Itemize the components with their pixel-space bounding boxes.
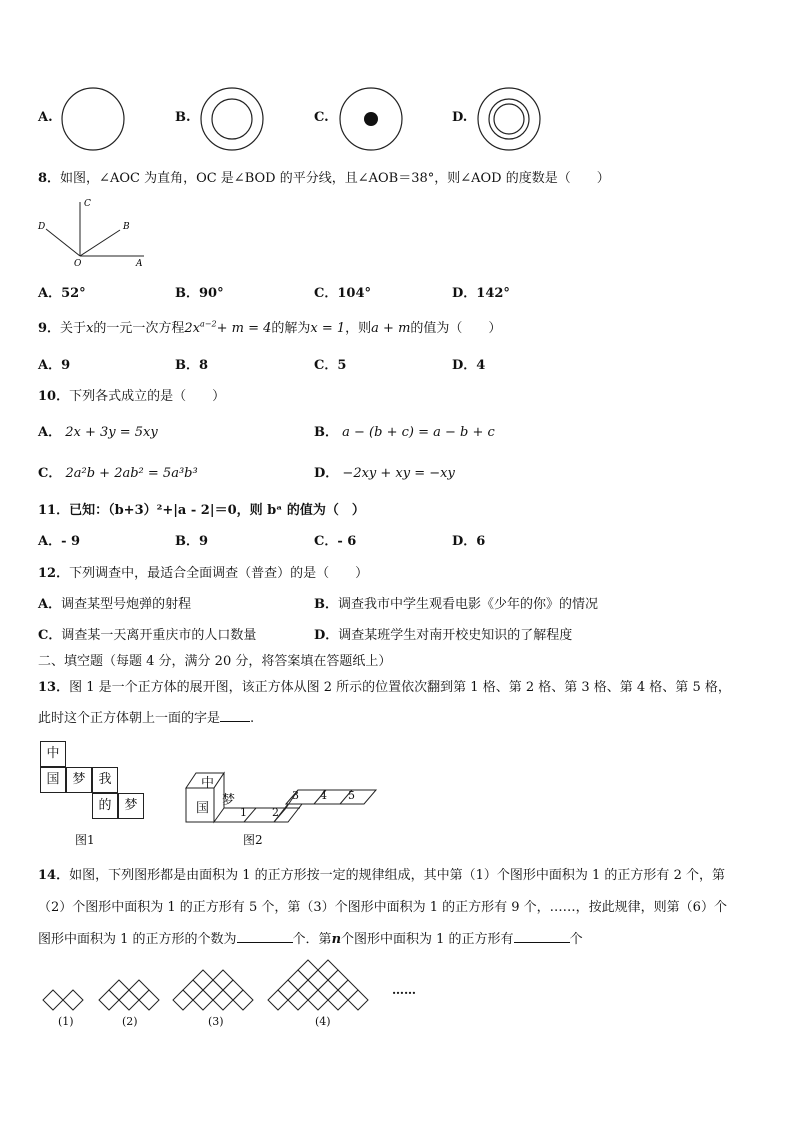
q14-line-1: 14．如图，下列图形都是由面积为 1 的正方形按一定的规律组成，其中第（1）个图形中面积为 1 的正方形有 2 个，第 [38, 868, 725, 883]
q14-caption-2: (2) [122, 1015, 138, 1028]
q14-answer-blank-1[interactable] [237, 930, 293, 943]
q9-option-b: B．8 [175, 358, 209, 373]
q7-option-b-figure [199, 86, 265, 152]
q10-option-d: D． −2xy + xy = −xy [314, 466, 455, 481]
net-cell-de: 的 [92, 793, 118, 819]
q13-line-2: 此时这个正方体朝上一面的字是 . [38, 711, 255, 726]
q11-option-b: B．9 [175, 534, 209, 549]
q14-line-2: （2）个图形中面积为 1 的正方形有 5 个，第（3）个图形中面积为 1 的正方形有 9 个，……，按此规律，则第（6）个 [38, 900, 727, 915]
q13-number: 13． [38, 680, 70, 695]
q14-caption-1: (1) [58, 1015, 74, 1028]
q12-number: 12． [38, 566, 70, 581]
q11-number: 11． [38, 503, 70, 518]
strip-cell-2: 2 [272, 806, 279, 819]
q12-stem-line [38, 562, 368, 581]
q11-option-c: C．- 6 [314, 534, 357, 549]
q10-option-c: C． 2a²b + 2ab² = 5a³b³ [38, 466, 198, 481]
strip-cell-5: 5 [348, 789, 355, 802]
q8-option-c: C．104° [314, 286, 371, 301]
q10-option-b: B． a − (b + c) = a − b + c [314, 425, 495, 440]
q14-answer-blank-2[interactable] [514, 930, 570, 943]
net-cell-meng-2: 梦 [118, 793, 144, 819]
q8-label-b: B [123, 222, 130, 232]
section-2-heading: 二、填空题（每题 4 分，满分 20 分，将答案填在答题纸上） [38, 654, 392, 669]
q7-option-a-figure [60, 86, 126, 152]
strip-cell-3: 3 [292, 789, 299, 802]
q8-label-c: C [84, 199, 91, 209]
q8-stem-line [38, 167, 610, 186]
q7-option-d-figure [476, 86, 542, 152]
q9-option-d: D．4 [452, 358, 486, 373]
q8-label-d: D [38, 222, 46, 232]
q7-option-c-figure [338, 86, 404, 152]
q14-ellipsis: …… [392, 983, 416, 997]
cube-front-char: 国 [196, 801, 210, 816]
q8-option-b: B．90° [175, 286, 224, 301]
q10-option-a: A． 2x + 3y = 5xy [38, 425, 158, 440]
q8-stem: 如图，∠AOC 为直角，OC 是∠BOD 的平分线，且∠AOB＝38°，则∠AOD 的度数是（ ） [60, 171, 610, 186]
q7-option-d-label: D. [452, 110, 468, 125]
q14-caption-3: (3) [208, 1015, 224, 1028]
q14-line-3: 图形中面积为 1 的正方形的个数为 个．第n个图形中面积为 1 的正方形有 个 [38, 932, 583, 947]
q8-label-o: O [74, 259, 82, 269]
q11-option-a: A．- 9 [38, 534, 81, 549]
q7-option-c-label: C. [314, 110, 329, 125]
q13-fig1-caption: 图1 [75, 833, 95, 847]
q9-stem-line: 9．关于x的一元一次方程$2x^{a-2}+ m = 4$的解为x = 1，则a + m的值为（ ） [38, 319, 502, 336]
q12-stem: 下列调查中，最适合全面调查（普查）的是（ ） [69, 566, 369, 581]
unit-square [63, 990, 83, 1010]
q13-line-1: 13．图 1 是一个正方体的展开图，该正方体从图 2 所示的位置依次翻到第 1 格、第 2 格、第 3 格、第 4 格、第 5 格， [38, 680, 731, 695]
cube-top-char: 中 [201, 776, 215, 791]
q14-pattern-figure [38, 948, 428, 1023]
q13-answer-blank[interactable] [220, 709, 250, 722]
q10-stem-line [38, 385, 225, 404]
q8-label-a: A [136, 259, 143, 269]
cube-side-char: 梦 [222, 793, 236, 808]
strip-cell-4: 4 [320, 789, 327, 802]
q8-number: 8． [38, 171, 61, 186]
q11-stem: 已知：（b+3）²+|a - 2|＝0，则 bᵃ 的值为（ ） [69, 503, 365, 518]
q7-option-b-label: B. [175, 110, 191, 125]
q9-number: 9． [38, 321, 61, 336]
net-cell-meng-1: 梦 [66, 767, 92, 793]
q12-option-a: A．调查某型号炮弹的射程 [38, 597, 192, 612]
q12-option-b: B．调查我市中学生观看电影《少年的你》的情况 [314, 597, 599, 612]
q13-fig2-caption: 图2 [243, 833, 263, 847]
q11-option-d: D．6 [452, 534, 486, 549]
q14-number: 14． [38, 868, 70, 883]
q12-option-c: C．调查某一天离开重庆市的人口数量 [38, 628, 257, 643]
strip-cell-1: 1 [240, 806, 247, 819]
q12-option-d: D．调查某班学生对南开校史知识的了解程度 [314, 628, 573, 643]
q9-equation: 2x [184, 321, 201, 336]
net-cell-zhong: 中 [40, 741, 66, 767]
q8-option-a: A．52° [38, 286, 86, 301]
q10-number: 10． [38, 389, 70, 404]
q11-stem-line [38, 499, 365, 518]
q8-angle-figure [34, 196, 154, 268]
unit-square [43, 990, 63, 1010]
net-cell-wo: 我 [92, 767, 118, 793]
q14-caption-4: (4) [315, 1015, 331, 1028]
q10-stem: 下列各式成立的是（ ） [69, 389, 226, 404]
q8-option-d: D．142° [452, 286, 510, 301]
q9-option-a: A．9 [38, 358, 71, 373]
net-cell-guo: 国 [40, 767, 66, 793]
q9-option-c: C．5 [314, 358, 347, 373]
q7-option-a-label: A. [38, 110, 53, 125]
